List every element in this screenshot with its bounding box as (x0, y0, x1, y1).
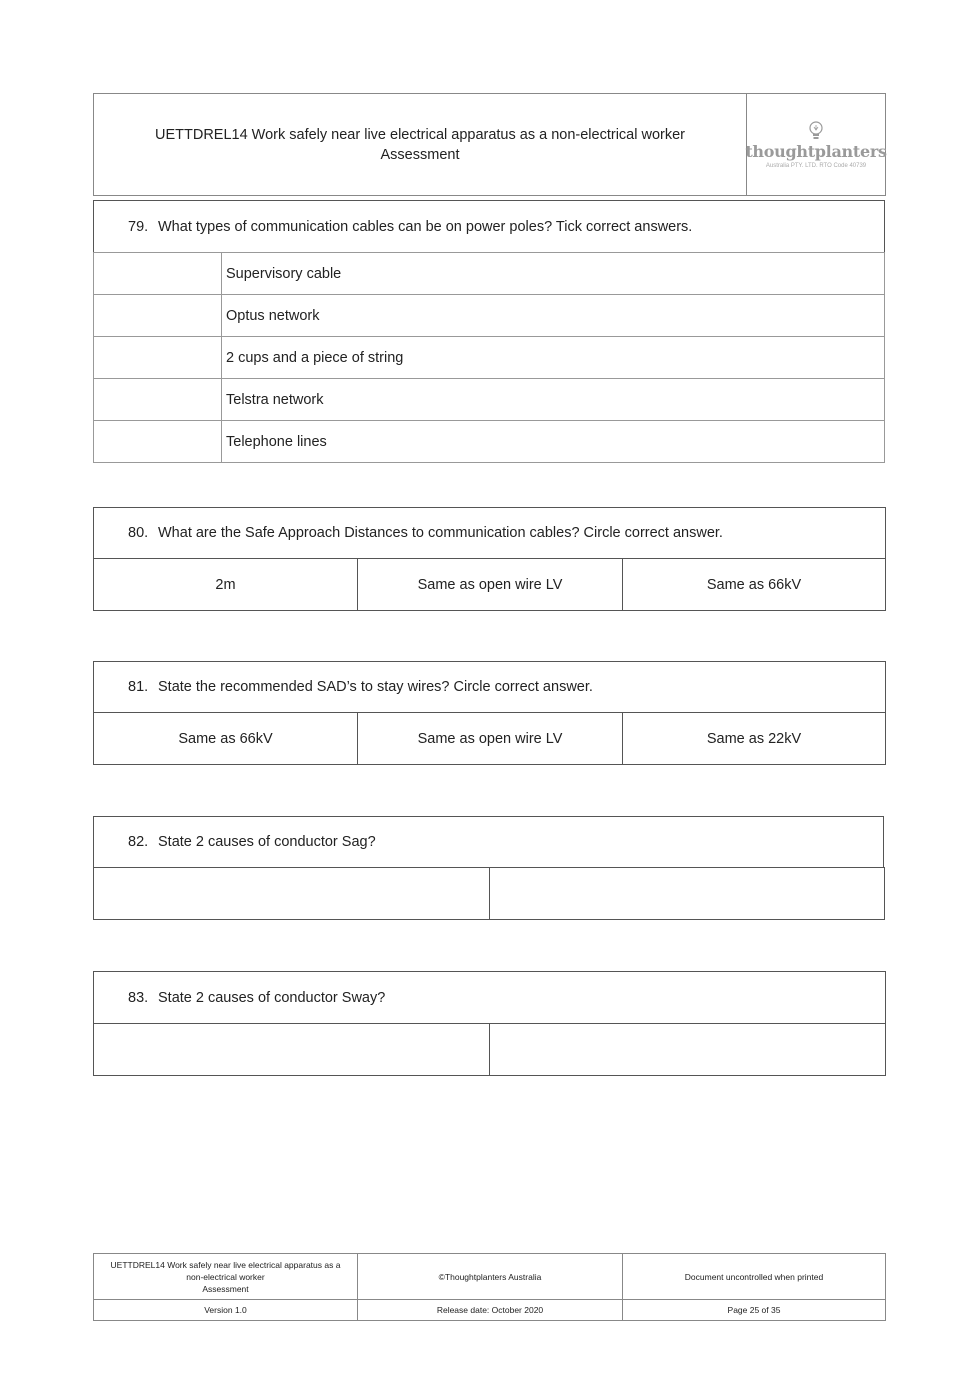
question-81-header (93, 661, 886, 713)
option-row (94, 421, 885, 463)
tick-box[interactable] (94, 295, 222, 337)
answer-box[interactable] (94, 1024, 490, 1076)
question-83-number: 83. (128, 989, 149, 1006)
answer-box[interactable] (94, 868, 490, 920)
logo-subtext: Australia PTY. LTD. RTO Code 40739 (765, 162, 867, 169)
lightbulb-icon (808, 121, 824, 141)
question-83-text: State 2 causes of conductor Sway? (158, 989, 386, 1006)
question-82-header (93, 816, 884, 868)
answer-choice[interactable]: Same as 66kV (94, 713, 358, 765)
option-label: Supervisory cable (222, 253, 885, 295)
footer-release-date: Release date: October 2020 (358, 1300, 623, 1321)
document-header (93, 93, 886, 196)
question-82-text: State 2 causes of conductor Sag? (158, 834, 376, 850)
question-80-header (93, 507, 886, 559)
footer-page-number: Page 25 of 35 (623, 1300, 886, 1321)
footer-version: Version 1.0 (94, 1300, 358, 1321)
answer-choice[interactable]: Same as 66kV (623, 559, 886, 611)
footer-unit-line1: UETTDREL14 Work safely near live electrical apparatus as a (110, 1259, 341, 1270)
question-79-options-table (93, 252, 885, 463)
footer-uncontrolled-note: Document uncontrolled when printed (623, 1254, 886, 1300)
company-logo (746, 94, 885, 195)
header-title-line2: Assessment (380, 146, 460, 163)
document-footer (93, 1253, 886, 1321)
tick-box[interactable] (94, 421, 222, 463)
question-80-text: What are the Safe Approach Distances to communication cables? Circle correct answer. (158, 525, 723, 541)
option-label: Telephone lines (222, 421, 885, 463)
question-80-choices (93, 558, 886, 611)
question-79-number: 79. (128, 218, 149, 235)
tick-box[interactable] (94, 253, 222, 295)
answer-choice[interactable]: Same as open wire LV (358, 559, 623, 611)
answer-choice[interactable]: 2m (94, 559, 358, 611)
option-row (94, 253, 885, 295)
question-79-header (93, 200, 885, 253)
question-81-choices (93, 712, 886, 765)
footer-unit-title (94, 1254, 358, 1300)
question-83-header (93, 971, 886, 1024)
question-81-number: 81. (128, 679, 149, 695)
option-label: 2 cups and a piece of string (222, 337, 885, 379)
header-title (94, 94, 746, 195)
answer-choice[interactable]: Same as 22kV (623, 713, 886, 765)
option-row (94, 379, 885, 421)
option-label: Telstra network (222, 379, 885, 421)
answer-box[interactable] (490, 1024, 886, 1076)
question-82-number: 82. (128, 834, 149, 850)
answer-box[interactable] (490, 868, 885, 920)
footer-unit-line3: Assessment (202, 1283, 249, 1294)
tick-box[interactable] (94, 379, 222, 421)
answer-choice[interactable]: Same as open wire LV (358, 713, 623, 765)
question-80-number: 80. (128, 525, 149, 541)
question-81-text: State the recommended SAD’s to stay wires? Circle correct answer. (158, 679, 593, 695)
footer-unit-line2: non-electrical worker (186, 1271, 265, 1282)
header-title-line1: UETTDREL14 Work safely near live electrical apparatus as a non-electrical worker (154, 126, 685, 143)
option-row (94, 295, 885, 337)
question-83-answer-boxes (93, 1023, 886, 1076)
option-row (94, 337, 885, 379)
footer-copyright: ©Thoughtplanters Australia (358, 1254, 623, 1300)
tick-box[interactable] (94, 337, 222, 379)
question-79-text: What types of communication cables can be on power poles? Tick correct answers. (158, 218, 693, 235)
logo-wordmark: thoughtplanters (745, 141, 887, 161)
question-82-answer-boxes (93, 867, 885, 920)
option-label: Optus network (222, 295, 885, 337)
